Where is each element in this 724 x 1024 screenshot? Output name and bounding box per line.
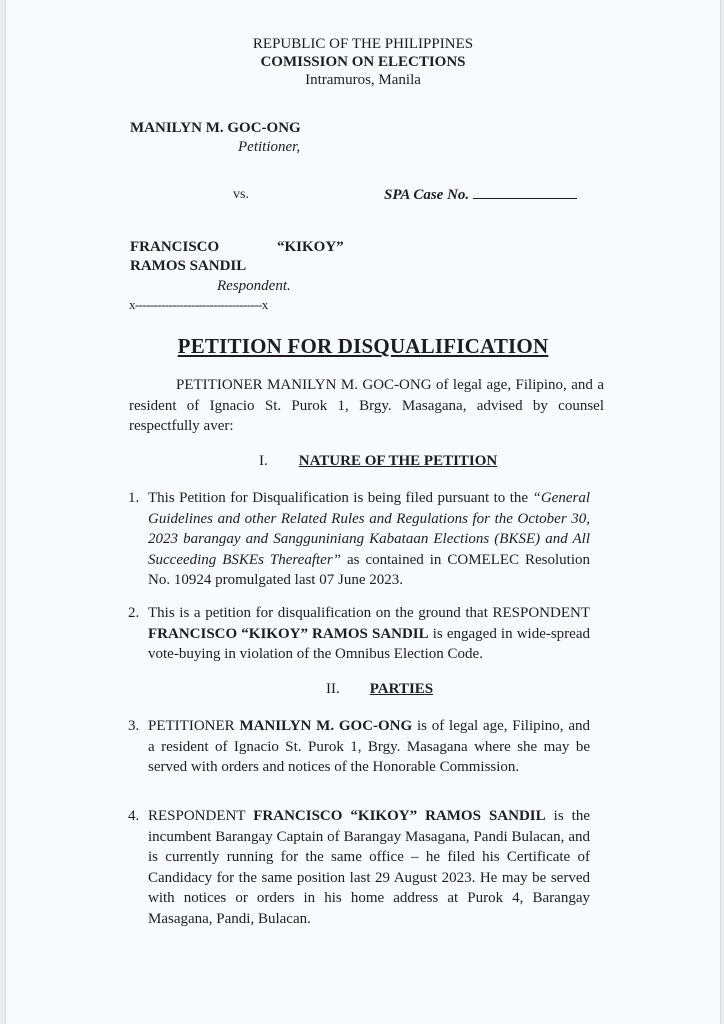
list-item-3 xyxy=(128,716,590,778)
item-text xyxy=(148,716,590,778)
item-number: 1. xyxy=(128,490,140,506)
item-number: 4. xyxy=(128,808,140,824)
petitioner-name: MANILYN M. GOC-ONG xyxy=(130,120,301,136)
item-text-part: RESPONDENT xyxy=(148,808,254,824)
section-title: NATURE OF THE PETITION xyxy=(298,453,498,469)
respondent-name-first: FRANCISCO xyxy=(130,239,220,255)
case-number-label: SPA Case No. xyxy=(384,187,470,203)
item-text-part: This is a petition for disqualification on the ground that RESPONDENT xyxy=(148,605,590,621)
section-heading-nature xyxy=(259,452,497,470)
versus-label: vs. xyxy=(233,187,249,202)
item-text-part: PETITIONER xyxy=(148,718,240,734)
item-text-part: is the incumbent Barangay Captain of Barangay Masagana, Pandi Bulacan, and is currently running for the same office – he filed his Certificate of Candidacy for the same position last 29 August 2023. He may be served with notices or orders in his home address at Purok 4, Barangay Masagana, Pandi, Bulacan. xyxy=(148,808,590,927)
item-text-part: is of legal age, Filipino, and a resident of Ignacio St. Purok 1, Brgy. Masagana where she may be served with orders and notices of the Honorable Commission. xyxy=(148,718,590,775)
section-heading-parties xyxy=(326,680,433,698)
item-text xyxy=(148,488,590,591)
intro-paragraph: PETITIONER MANILYN M. GOC-ONG of legal age, Filipino, and a resident of Ignacio St. Purok 1, Brgy. Masagana, advised by counsel respectfully aver: xyxy=(129,377,604,434)
list-item-2 xyxy=(128,603,590,665)
header-commission: COMISSION ON ELECTIONS xyxy=(260,54,466,70)
caption-separator: x----------------------------------x xyxy=(129,297,268,312)
header-location: Intramuros, Manila xyxy=(305,72,421,88)
item-text-bold: MANILYN M. GOC-ONG xyxy=(239,718,413,734)
petitioner-role: Petitioner, xyxy=(238,139,301,155)
item-text-part: This Petition for Disqualification is being filed pursuant to the xyxy=(148,490,533,506)
document-title: PETITION FOR DISQUALIFICATION xyxy=(177,334,549,358)
list-item-1 xyxy=(128,488,590,591)
case-number-blank xyxy=(473,185,577,199)
item-number: 2. xyxy=(128,605,140,621)
case-number xyxy=(384,185,577,204)
item-text-italic: “General Guidelines and other Related Rules and Regulations for the October 30, 2023 barangay and Sangguniniang Kabataan Elections (BKSE) and All Succeeding BSKEs Thereafter” xyxy=(148,490,590,568)
section-number: I. xyxy=(259,453,268,469)
item-text xyxy=(148,806,590,929)
section-title: PARTIES xyxy=(369,681,434,697)
item-text-part: as contained in COMELEC Resolution No. 10924 promulgated last 07 June 2023. xyxy=(148,551,590,588)
item-text xyxy=(148,603,590,665)
item-text-part: is engaged in wide-spread vote-buying in violation of the Omnibus Election Code. xyxy=(148,625,590,662)
item-number: 3. xyxy=(128,718,140,734)
respondent-name-last: RAMOS SANDIL xyxy=(130,258,247,274)
document-page xyxy=(5,0,721,1024)
item-text-bold: FRANCISCO “KIKOY” RAMOS SANDIL xyxy=(253,808,546,824)
respondent-role: Respondent. xyxy=(217,278,291,294)
item-text-bold: FRANCISCO “KIKOY” RAMOS SANDIL xyxy=(148,625,429,642)
list-item-4 xyxy=(128,806,590,929)
section-number: II. xyxy=(326,681,340,697)
respondent-nickname: “KIKOY” xyxy=(277,239,344,255)
header-republic: REPUBLIC OF THE PHILIPPINES xyxy=(252,36,474,52)
